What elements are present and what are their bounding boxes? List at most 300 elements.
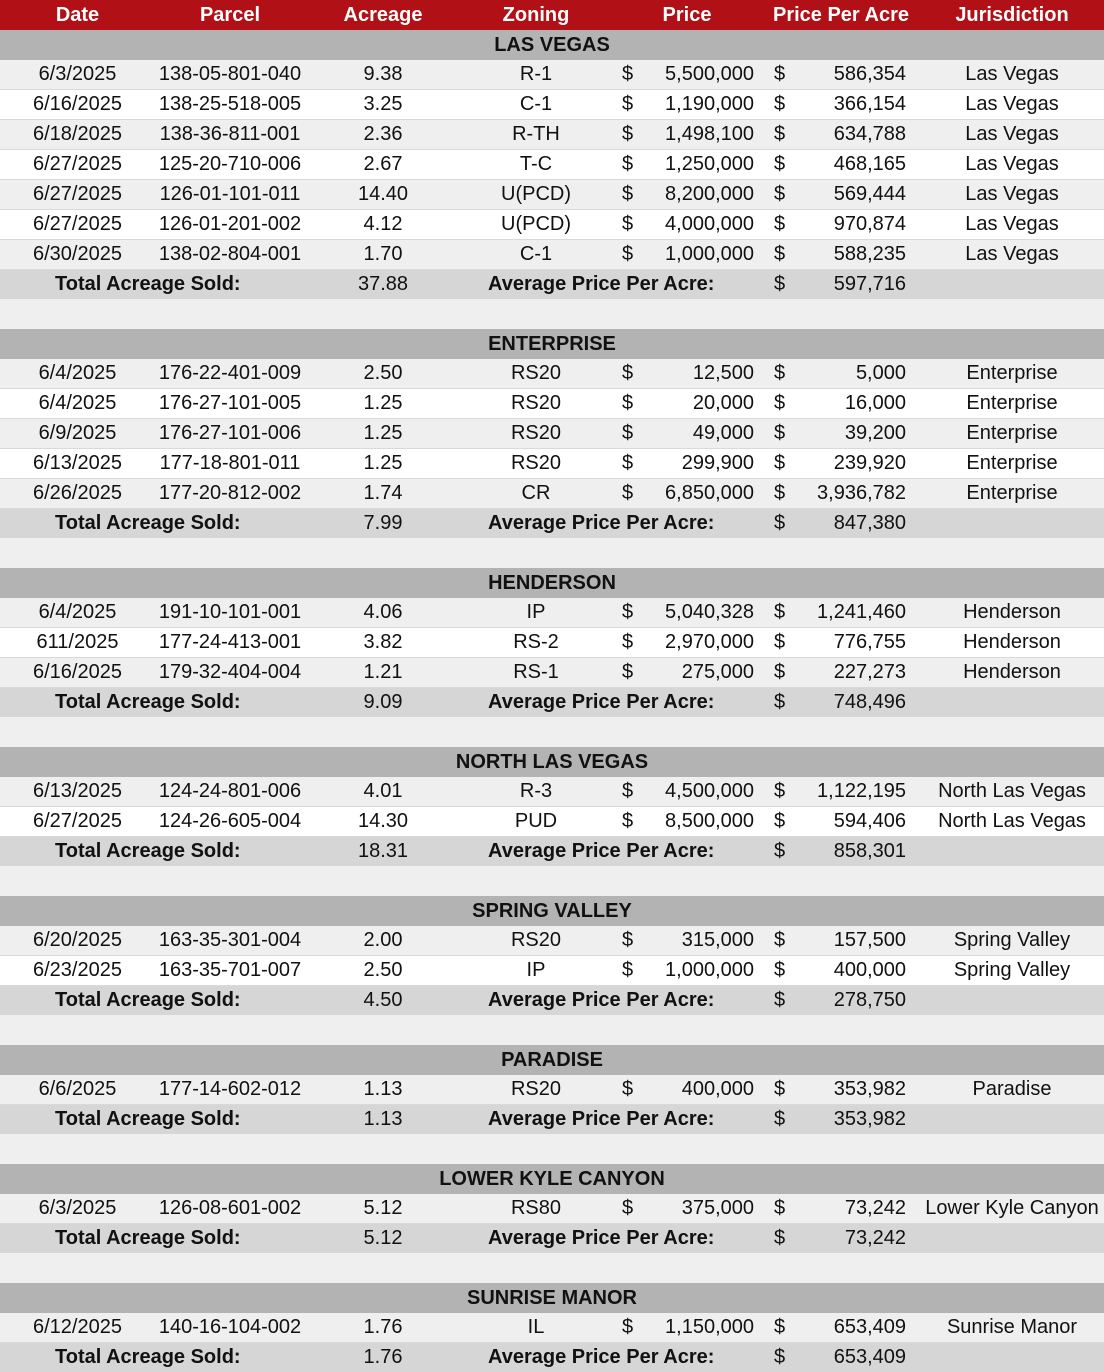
section-title: SUNRISE MANOR: [466, 1286, 637, 1309]
total-row: [0, 1224, 1104, 1253]
acreage-cell: 1.25: [363, 392, 403, 414]
price-currency: $: [622, 959, 634, 981]
table-row: [0, 479, 1104, 509]
zoning-cell: IP: [526, 959, 546, 981]
table-row: [0, 926, 1104, 956]
price-currency: $: [622, 422, 634, 444]
price-cell: 5,040,328: [665, 601, 754, 623]
section-header: [0, 1045, 1104, 1075]
parcel-cell: 177-20-812-002: [158, 482, 302, 504]
avg-price-per-acre-label: Average Price Per Acre:: [488, 1346, 715, 1368]
price-currency: $: [622, 929, 634, 951]
date-cell: 6/23/2025: [33, 959, 122, 981]
total-acreage-value: 4.50: [363, 989, 403, 1011]
date-cell: 6/16/2025: [33, 93, 122, 115]
acreage-cell: 14.40: [357, 183, 409, 205]
avg-price-per-acre-label: Average Price Per Acre:: [488, 989, 715, 1011]
jurisdiction-cell: Enterprise: [966, 362, 1058, 384]
date-cell: 6/27/2025: [33, 810, 122, 832]
price-cell: 400,000: [681, 1078, 754, 1100]
date-cell: 6/6/2025: [38, 1078, 117, 1100]
date-cell: 6/3/2025: [38, 63, 117, 85]
price-per-acre-cell: 39,200: [844, 422, 906, 444]
parcel-cell: 124-26-605-004: [158, 810, 302, 832]
zoning-cell: C-1: [519, 243, 553, 265]
price-cell: 1,190,000: [665, 93, 754, 115]
zoning-cell: R-1: [519, 63, 553, 85]
section-spacer: [0, 299, 1104, 329]
ppa-currency: $: [774, 243, 786, 265]
zoning-cell: RS20: [510, 362, 562, 384]
total-acreage-value: 37.88: [357, 273, 409, 295]
ppa-currency: $: [774, 153, 786, 175]
ppa-currency: $: [774, 1197, 786, 1219]
header-zoning: Zoning: [502, 3, 570, 26]
price-cell: 20,000: [692, 392, 754, 414]
section-header: [0, 747, 1104, 777]
date-cell: 6/13/2025: [33, 780, 122, 802]
jurisdiction-cell: Spring Valley: [953, 929, 1071, 951]
total-acreage-label: Total Acreage Sold:: [55, 1108, 241, 1130]
table-row: [0, 1194, 1104, 1224]
price-currency: $: [622, 661, 634, 683]
price-per-acre-cell: 16,000: [844, 392, 906, 414]
header-date: Date: [55, 3, 100, 26]
section-spacer: [0, 538, 1104, 568]
zoning-cell: R-TH: [512, 123, 560, 145]
parcel-cell: 138-36-811-001: [159, 123, 301, 145]
parcel-cell: 140-16-104-002: [158, 1316, 302, 1338]
zoning-cell: RS20: [510, 422, 562, 444]
total-acreage-value: 9.09: [363, 691, 403, 713]
ppa-currency: $: [774, 1316, 786, 1338]
price-per-acre-cell: 776,755: [833, 631, 906, 653]
avg-ppa-currency: $: [774, 273, 786, 295]
price-cell: 1,250,000: [665, 153, 754, 175]
parcel-cell: 138-25-518-005: [158, 93, 302, 115]
ppa-currency: $: [774, 362, 786, 384]
table-row: [0, 240, 1104, 270]
zoning-cell: T-C: [519, 153, 553, 175]
ppa-currency: $: [774, 213, 786, 235]
price-cell: 1,000,000: [665, 959, 754, 981]
parcel-cell: 176-27-101-005: [158, 392, 302, 414]
avg-price-per-acre-value: 748,496: [833, 691, 906, 713]
ppa-currency: $: [774, 780, 786, 802]
total-row: [0, 270, 1104, 299]
avg-ppa-currency: $: [774, 840, 786, 862]
date-cell: 6/16/2025: [33, 661, 122, 683]
table-row: [0, 419, 1104, 449]
price-currency: $: [622, 482, 634, 504]
avg-price-per-acre-label: Average Price Per Acre:: [488, 840, 715, 862]
table-row: [0, 150, 1104, 180]
price-per-acre-cell: 468,165: [833, 153, 906, 175]
total-acreage-label: Total Acreage Sold:: [55, 273, 241, 295]
jurisdiction-cell: Enterprise: [966, 452, 1058, 474]
table-row: [0, 598, 1104, 628]
acreage-cell: 4.01: [363, 780, 403, 802]
date-cell: 6/13/2025: [33, 452, 122, 474]
price-cell: 8,200,000: [665, 183, 754, 205]
price-cell: 1,150,000: [665, 1316, 754, 1338]
acreage-cell: 2.67: [363, 153, 403, 175]
ppa-currency: $: [774, 123, 786, 145]
table-row: [0, 658, 1104, 688]
price-currency: $: [622, 93, 634, 115]
avg-price-per-acre-value: 858,301: [833, 840, 906, 862]
table-row: [0, 1313, 1104, 1343]
date-cell: 6/12/2025: [33, 1316, 122, 1338]
acreage-cell: 2.50: [363, 362, 403, 384]
price-currency: $: [622, 123, 634, 145]
section-spacer: [0, 717, 1104, 747]
date-cell: 6/9/2025: [38, 422, 117, 444]
table-row: [0, 210, 1104, 240]
price-currency: $: [622, 362, 634, 384]
total-row: [0, 688, 1104, 717]
section-title: NORTH LAS VEGAS: [455, 750, 649, 773]
price-currency: $: [622, 810, 634, 832]
jurisdiction-cell: Henderson: [963, 601, 1061, 623]
table-row: [0, 777, 1104, 807]
jurisdiction-cell: Henderson: [963, 631, 1061, 653]
table-row: [0, 359, 1104, 389]
jurisdiction-cell: Spring Valley: [953, 959, 1071, 981]
ppa-currency: $: [774, 959, 786, 981]
avg-price-per-acre-label: Average Price Per Acre:: [488, 512, 715, 534]
table-row: [0, 449, 1104, 479]
price-cell: 275,000: [681, 661, 754, 683]
price-cell: 4,000,000: [665, 213, 754, 235]
table-row: [0, 90, 1104, 120]
date-cell: 6/18/2025: [33, 123, 122, 145]
price-per-acre-cell: 569,444: [833, 183, 906, 205]
price-per-acre-cell: 653,409: [833, 1316, 906, 1338]
ppa-currency: $: [774, 183, 786, 205]
section-header: [0, 329, 1104, 359]
acreage-cell: 4.06: [363, 601, 403, 623]
avg-price-per-acre-value: 278,750: [833, 989, 906, 1011]
section-title: HENDERSON: [488, 571, 616, 594]
acreage-cell: 14.30: [357, 810, 409, 832]
price-currency: $: [622, 1197, 634, 1219]
jurisdiction-cell: Las Vegas: [965, 93, 1059, 115]
section-title: SPRING VALLEY: [472, 899, 632, 922]
parcel-cell: 125-20-710-006: [158, 153, 302, 175]
price-cell: 12,500: [692, 362, 754, 384]
price-cell: 1,498,100: [665, 123, 754, 145]
zoning-cell: U(PCD): [501, 183, 571, 205]
ppa-currency: $: [774, 422, 786, 444]
date-cell: 6/30/2025: [33, 243, 122, 265]
section-title: LAS VEGAS: [494, 33, 610, 56]
price-per-acre-cell: 634,788: [833, 123, 906, 145]
ppa-currency: $: [774, 601, 786, 623]
price-currency: $: [622, 392, 634, 414]
price-per-acre-cell: 3,936,782: [817, 482, 906, 504]
zoning-cell: RS20: [510, 1078, 562, 1100]
ppa-currency: $: [774, 631, 786, 653]
jurisdiction-cell: Sunrise Manor: [946, 1316, 1078, 1338]
price-cell: 375,000: [681, 1197, 754, 1219]
total-acreage-label: Total Acreage Sold:: [55, 840, 241, 862]
zoning-cell: PUD: [514, 810, 558, 832]
parcel-cell: 177-14-602-012: [158, 1078, 302, 1100]
jurisdiction-cell: Las Vegas: [965, 183, 1059, 205]
acreage-cell: 1.70: [363, 243, 403, 265]
jurisdiction-cell: Las Vegas: [965, 63, 1059, 85]
header-parcel: Parcel: [199, 3, 261, 26]
parcel-cell: 124-24-801-006: [158, 780, 302, 802]
acreage-cell: 2.00: [363, 929, 403, 951]
table-row: [0, 628, 1104, 658]
zoning-cell: IP: [526, 601, 546, 623]
acreage-cell: 4.12: [363, 213, 403, 235]
avg-ppa-currency: $: [774, 1108, 786, 1130]
price-cell: 4,500,000: [665, 780, 754, 802]
acreage-cell: 1.76: [363, 1316, 403, 1338]
zoning-cell: C-1: [519, 93, 553, 115]
zoning-cell: U(PCD): [501, 213, 571, 235]
jurisdiction-cell: North Las Vegas: [938, 780, 1086, 802]
acreage-cell: 1.74: [363, 482, 403, 504]
avg-ppa-currency: $: [774, 512, 786, 534]
jurisdiction-cell: Las Vegas: [965, 243, 1059, 265]
avg-ppa-currency: $: [774, 691, 786, 713]
avg-price-per-acre-value: 597,716: [833, 273, 906, 295]
acreage-cell: 1.25: [363, 452, 403, 474]
price-per-acre-cell: 353,982: [833, 1078, 906, 1100]
price-per-acre-cell: 5,000: [855, 362, 906, 384]
jurisdiction-cell: North Las Vegas: [938, 810, 1086, 832]
total-acreage-label: Total Acreage Sold:: [55, 989, 241, 1011]
total-acreage-label: Total Acreage Sold:: [55, 1346, 241, 1368]
jurisdiction-cell: Enterprise: [966, 392, 1058, 414]
price-currency: $: [622, 243, 634, 265]
avg-price-per-acre-value: 847,380: [833, 512, 906, 534]
zoning-cell: RS20: [510, 392, 562, 414]
total-row: [0, 986, 1104, 1015]
section-header: [0, 1283, 1104, 1313]
date-cell: 6/20/2025: [33, 929, 122, 951]
price-per-acre-cell: 588,235: [833, 243, 906, 265]
acreage-cell: 1.13: [363, 1078, 403, 1100]
total-acreage-value: 5.12: [363, 1227, 403, 1249]
price-cell: 2,970,000: [665, 631, 754, 653]
table-row: [0, 120, 1104, 150]
parcel-cell: 176-22-401-009: [158, 362, 302, 384]
header-row: [0, 0, 1104, 30]
acreage-cell: 9.38: [363, 63, 403, 85]
price-cell: 315,000: [681, 929, 754, 951]
zoning-cell: IL: [527, 1316, 545, 1338]
price-cell: 299,900: [681, 452, 754, 474]
acreage-cell: 1.25: [363, 422, 403, 444]
price-per-acre-cell: 157,500: [833, 929, 906, 951]
zoning-cell: RS-1: [513, 661, 559, 683]
price-per-acre-cell: 400,000: [833, 959, 906, 981]
ppa-currency: $: [774, 93, 786, 115]
acreage-cell: 1.21: [363, 661, 403, 683]
parcel-cell: 138-05-801-040: [158, 63, 302, 85]
avg-price-per-acre-label: Average Price Per Acre:: [488, 273, 715, 295]
price-per-acre-cell: 366,154: [833, 93, 906, 115]
table-row: [0, 807, 1104, 837]
total-acreage-value: 1.76: [363, 1346, 403, 1368]
section-spacer: [0, 866, 1104, 896]
jurisdiction-cell: Las Vegas: [965, 213, 1059, 235]
total-acreage-value: 7.99: [363, 512, 403, 534]
header-jurisdiction: Jurisdiction: [955, 3, 1069, 26]
section-spacer: [0, 1134, 1104, 1164]
acreage-cell: 3.82: [363, 631, 403, 653]
parcel-cell: 163-35-701-007: [158, 959, 302, 981]
total-row: [0, 1343, 1104, 1372]
jurisdiction-cell: Lower Kyle Canyon: [925, 1197, 1099, 1219]
total-row: [0, 509, 1104, 538]
jurisdiction-cell: Henderson: [963, 661, 1061, 683]
date-cell: 6/3/2025: [38, 1197, 117, 1219]
price-per-acre-cell: 970,874: [833, 213, 906, 235]
parcel-cell: 191-10-101-001: [158, 601, 302, 623]
table-row: [0, 389, 1104, 419]
price-currency: $: [622, 452, 634, 474]
parcel-cell: 126-01-101-011: [159, 183, 301, 205]
price-cell: 49,000: [692, 422, 754, 444]
header-acreage: Acreage: [343, 3, 423, 26]
jurisdiction-cell: Las Vegas: [965, 153, 1059, 175]
section-header: [0, 1164, 1104, 1194]
avg-price-per-acre-label: Average Price Per Acre:: [488, 691, 715, 713]
table-row: [0, 180, 1104, 210]
section-title: PARADISE: [501, 1048, 603, 1071]
section-spacer: [0, 1253, 1104, 1283]
zoning-cell: RS20: [510, 452, 562, 474]
section-header: [0, 896, 1104, 926]
price-per-acre-cell: 594,406: [833, 810, 906, 832]
section-spacer: [0, 1015, 1104, 1045]
date-cell: 6/27/2025: [33, 153, 122, 175]
price-currency: $: [622, 213, 634, 235]
section-title: LOWER KYLE CANYON: [439, 1167, 665, 1190]
avg-price-per-acre-value: 353,982: [833, 1108, 906, 1130]
price-currency: $: [622, 631, 634, 653]
date-cell: 611/2025: [36, 631, 119, 653]
acreage-cell: 2.50: [363, 959, 403, 981]
zoning-cell: R-3: [519, 780, 553, 802]
price-currency: $: [622, 1316, 634, 1338]
price-cell: 5,500,000: [665, 63, 754, 85]
jurisdiction-cell: Enterprise: [966, 482, 1058, 504]
price-currency: $: [622, 601, 634, 623]
price-per-acre-cell: 227,273: [833, 661, 906, 683]
total-acreage-value: 1.13: [363, 1108, 403, 1130]
total-acreage-label: Total Acreage Sold:: [55, 691, 241, 713]
price-per-acre-cell: 239,920: [833, 452, 906, 474]
parcel-cell: 163-35-301-004: [158, 929, 302, 951]
zoning-cell: RS80: [510, 1197, 562, 1219]
avg-ppa-currency: $: [774, 1227, 786, 1249]
jurisdiction-cell: Las Vegas: [965, 123, 1059, 145]
parcel-cell: 177-18-801-011: [159, 452, 301, 474]
ppa-currency: $: [774, 810, 786, 832]
date-cell: 6/27/2025: [33, 183, 122, 205]
zoning-cell: CR: [521, 482, 551, 504]
avg-price-per-acre-label: Average Price Per Acre:: [488, 1227, 715, 1249]
ppa-currency: $: [774, 1078, 786, 1100]
price-per-acre-cell: 1,122,195: [817, 780, 906, 802]
acreage-cell: 3.25: [363, 93, 403, 115]
parcel-cell: 176-27-101-006: [158, 422, 302, 444]
parcel-cell: 138-02-804-001: [158, 243, 302, 265]
parcel-cell: 126-08-601-002: [158, 1197, 302, 1219]
date-cell: 6/4/2025: [38, 601, 117, 623]
jurisdiction-cell: Enterprise: [966, 422, 1058, 444]
ppa-currency: $: [774, 929, 786, 951]
avg-price-per-acre-label: Average Price Per Acre:: [488, 1108, 715, 1130]
total-acreage-label: Total Acreage Sold:: [55, 512, 241, 534]
price-currency: $: [622, 1078, 634, 1100]
zoning-cell: RS-2: [513, 631, 559, 653]
price-cell: 1,000,000: [665, 243, 754, 265]
section-title: ENTERPRISE: [488, 332, 616, 355]
acreage-cell: 5.12: [363, 1197, 403, 1219]
price-currency: $: [622, 183, 634, 205]
acreage-cell: 2.36: [363, 123, 403, 145]
jurisdiction-cell: Paradise: [972, 1078, 1052, 1100]
sections-container: [0, 30, 1104, 1372]
date-cell: 6/26/2025: [33, 482, 122, 504]
date-cell: 6/27/2025: [33, 213, 122, 235]
header-price: Price: [662, 3, 712, 26]
parcel-cell: 179-32-404-004: [158, 661, 302, 683]
total-acreage-value: 18.31: [357, 840, 409, 862]
header-price-per-acre: Price Per Acre: [772, 3, 909, 26]
avg-ppa-currency: $: [774, 1346, 786, 1368]
avg-price-per-acre-value: 73,242: [844, 1227, 906, 1249]
price-per-acre-cell: 73,242: [844, 1197, 906, 1219]
parcel-cell: 177-24-413-001: [158, 631, 302, 653]
date-cell: 6/4/2025: [38, 362, 117, 384]
price-currency: $: [622, 780, 634, 802]
ppa-currency: $: [774, 482, 786, 504]
table-row: [0, 1075, 1104, 1105]
date-cell: 6/4/2025: [38, 392, 117, 414]
table-row: [0, 956, 1104, 986]
ppa-currency: $: [774, 63, 786, 85]
ppa-currency: $: [774, 392, 786, 414]
parcel-cell: 126-01-201-002: [158, 213, 302, 235]
price-currency: $: [622, 153, 634, 175]
total-row: [0, 837, 1104, 866]
price-per-acre-cell: 1,241,460: [817, 601, 906, 623]
avg-price-per-acre-value: 653,409: [833, 1346, 906, 1368]
price-cell: 8,500,000: [665, 810, 754, 832]
table-row: [0, 60, 1104, 90]
section-header: [0, 568, 1104, 598]
zoning-cell: RS20: [510, 929, 562, 951]
avg-ppa-currency: $: [774, 989, 786, 1011]
price-per-acre-cell: 586,354: [833, 63, 906, 85]
total-row: [0, 1105, 1104, 1134]
ppa-currency: $: [774, 452, 786, 474]
total-acreage-label: Total Acreage Sold:: [55, 1227, 241, 1249]
price-cell: 6,850,000: [665, 482, 754, 504]
section-header: [0, 30, 1104, 60]
ppa-currency: $: [774, 661, 786, 683]
price-currency: $: [622, 63, 634, 85]
